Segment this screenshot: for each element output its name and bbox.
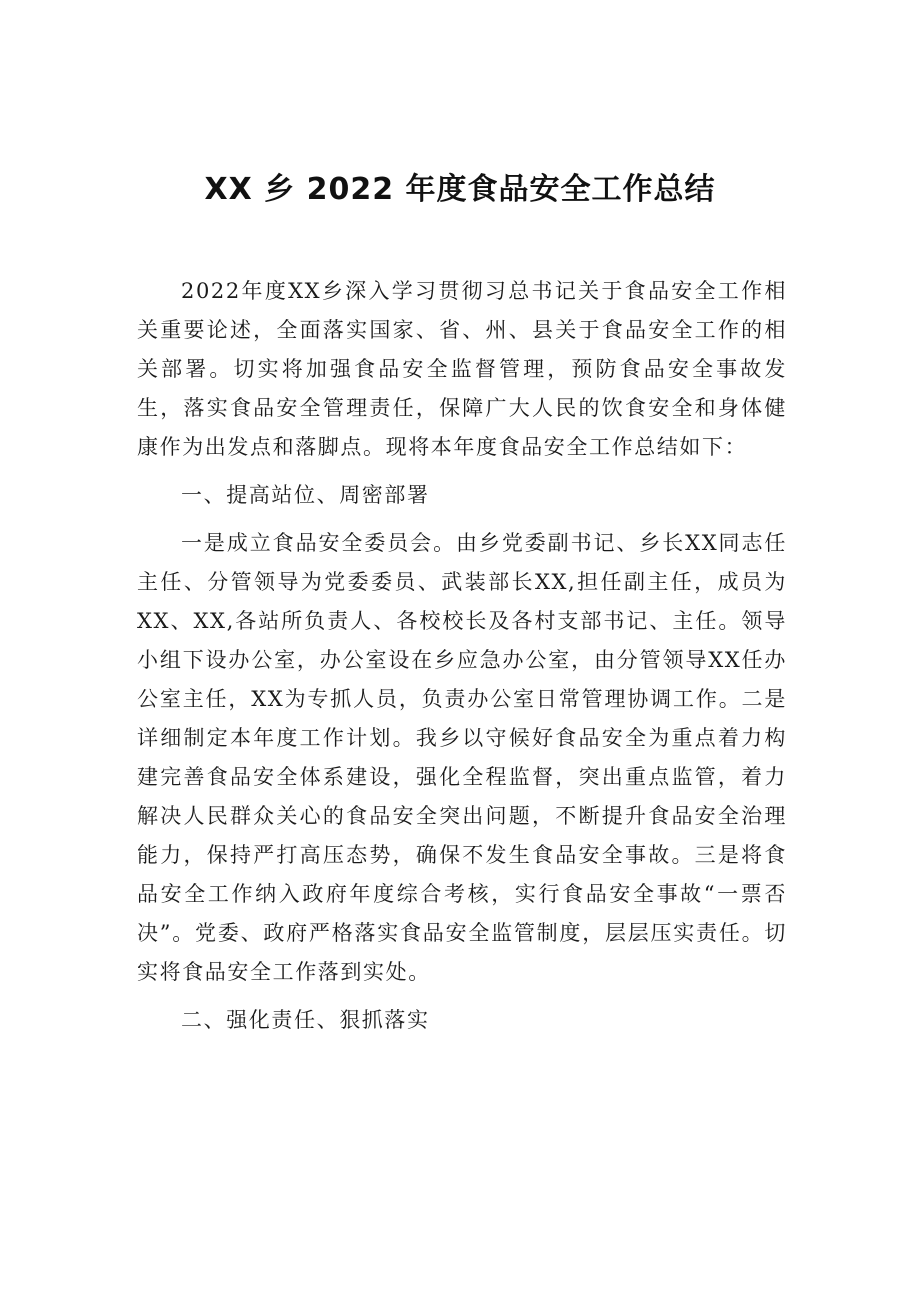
intro-paragraph: 2022年度XX乡深入学习贯彻习总书记关于食品安全工作相关重要论述，全面落实国家、省、州、县关于食品安全工作的相关部署。切实将加强食品安全监督管理，预防食品安全事故发生，落实食品安全管理责任，保障广大人民的饮食安全和身体健康作为出发点和落脚点。现将本年度食品安全工作总结如下： [137,279,787,459]
section-heading-2: 二、强化责任、狠抓落实 [181,1008,430,1032]
document-body [137,272,787,1040]
section-heading-1: 一、提高站位、周密部署 [181,483,430,507]
document-title: XX 乡 2022 年度食品安全工作总结 [204,172,716,207]
section-1-paragraph: 一是成立食品安全委员会。由乡党委副书记、乡长XX同志任主任、分管领导为党委委员、武装部长XX,担任副主任，成员为XX、XX,各站所负责人、各校校长及各村支部书记、主任。领导小组下设办公室，办公室设在乡应急办公室，由分管领导XX任办公室主任，XX为专抓人员，负责办公室日常管理协调工作。二是详细制定本年度工作计划。我乡以守候好食品安全为重点着力构建完善食品安全体系建设，强化全程监督，突出重点监管，着力解决人民群众关心的食品安全突出问题，不断提升食品安全治理能力，保持严打高压态势，确保不发生食品安全事故。三是将食品安全工作纳入政府年度综合考核，实行食品安全事故“一票否决”。党委、政府严格落实食品安全监管制度，层层压实责任。切实将食品安全工作落到实处。 [137,531,787,984]
